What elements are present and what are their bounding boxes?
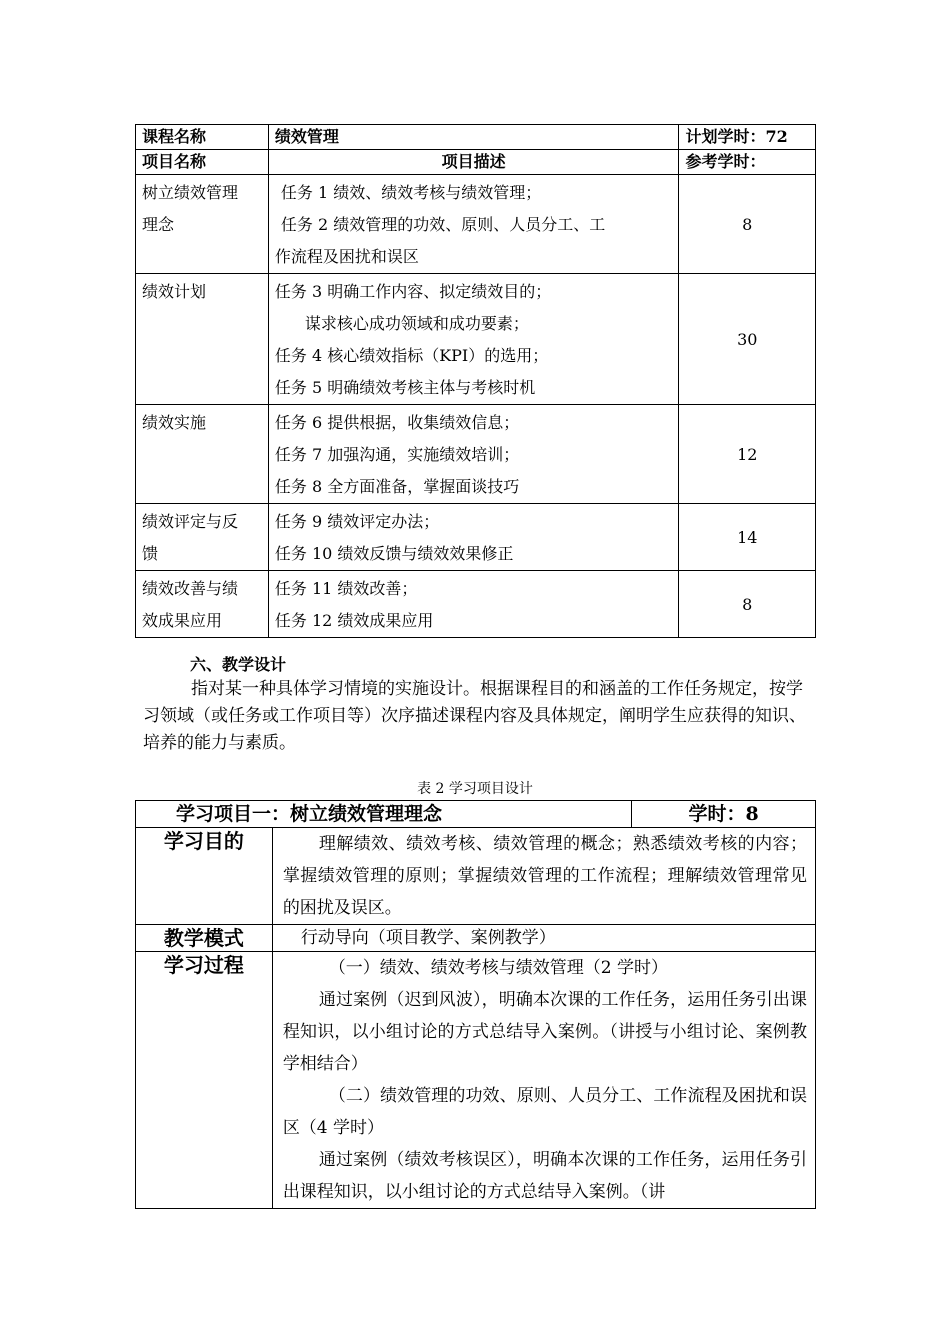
project-desc-cell bbox=[268, 571, 679, 638]
learning-project-table bbox=[135, 800, 816, 1209]
ref-hours-cell: 12 bbox=[679, 405, 816, 504]
goal-row bbox=[136, 828, 816, 925]
project-name-line: 绩效改善与绩 bbox=[142, 579, 239, 598]
project-desc-cell bbox=[268, 274, 679, 405]
table-row bbox=[136, 571, 816, 638]
table-row bbox=[136, 175, 816, 274]
project-desc-cell bbox=[268, 504, 679, 571]
project-name-cell bbox=[136, 274, 269, 405]
process-step-text: 通过案例（迟到风波），明确本次课的工作任务，运用任务引出课程知识，以小组讨论的方式总结导入案例。（讲授与小组讨论、案例教学相结合） bbox=[282, 990, 807, 1074]
task-line: 任务 7 加强沟通，实施绩效培训； bbox=[274, 445, 520, 464]
ref-hours-cell: 14 bbox=[679, 504, 816, 571]
project-name-cell bbox=[136, 504, 269, 571]
mode-row bbox=[136, 925, 816, 952]
course-name-value: 绩效管理 bbox=[268, 125, 679, 150]
project-desc-label: 项目描述 bbox=[268, 150, 679, 175]
task-line: 谋求核心成功领域和成功要素； bbox=[304, 314, 529, 333]
project-name-line: 效成果应用 bbox=[142, 611, 223, 630]
task-line: 任务 9 绩效评定办法； bbox=[274, 512, 440, 531]
task-line: 任务 12 绩效成果应用 bbox=[274, 611, 434, 630]
process-row bbox=[136, 952, 816, 1209]
task-line: 任务 6 提供根据，收集绩效信息； bbox=[274, 413, 520, 432]
course-plan-table bbox=[135, 124, 816, 638]
task-line: 作流程及困扰和误区 bbox=[274, 247, 419, 266]
project-name-cell bbox=[136, 405, 269, 504]
project-name-line: 理念 bbox=[142, 215, 175, 234]
goal-label: 学习目的 bbox=[136, 828, 273, 925]
ref-hours-label: 参考学时： bbox=[679, 150, 816, 175]
task-line: 任务 1 绩效、绩效考核与绩效管理； bbox=[280, 183, 542, 202]
planned-hours: 计划学时：72 bbox=[679, 125, 816, 150]
project-name-line: 馈 bbox=[142, 544, 159, 563]
process-step-heading: （一）绩效、绩效考核与绩效管理（2 学时） bbox=[328, 958, 669, 978]
table-row bbox=[136, 405, 816, 504]
task-line: 任务 5 明确绩效考核主体与考核时机 bbox=[274, 378, 536, 397]
mode-text: 行动导向（项目教学、案例教学） bbox=[272, 925, 815, 952]
process-step-heading: （二）绩效管理的功效、原则、人员分工、工作流程及困扰和误区（4 学时） bbox=[282, 1086, 807, 1138]
section-paragraph: 指对某一种具体学习情境的实施设计。根据课程目的和涵盖的工作任务规定，按学习领域（或任务或工作项目等）次序描述课程内容及具体规定，阐明学生应获得的知识、培养的能力与素质。 bbox=[143, 679, 806, 753]
goal-text: 理解绩效、绩效考核、绩效管理的概念；熟悉绩效考核的内容；掌握绩效管理的原则；掌握绩效管理的工作流程；理解绩效管理常见的困扰及误区。 bbox=[272, 828, 815, 925]
project-name-line: 绩效评定与反 bbox=[142, 512, 239, 531]
task-line: 任务 4 核心绩效指标（KPI）的选用； bbox=[274, 346, 549, 365]
ref-hours-cell: 8 bbox=[679, 175, 816, 274]
task-line: 任务 10 绩效反馈与绩效效果修正 bbox=[274, 544, 514, 563]
project-name-line: 绩效实施 bbox=[142, 413, 207, 432]
ref-hours-cell: 8 bbox=[679, 571, 816, 638]
task-line: 任务 3 明确工作内容、拟定绩效目的； bbox=[274, 282, 552, 301]
table-caption: 表 2 学习项目设计 bbox=[417, 781, 533, 797]
task-line: 任务 11 绩效改善； bbox=[274, 579, 418, 598]
project-name-cell bbox=[136, 175, 269, 274]
section-heading: 六、教学设计 bbox=[190, 655, 287, 674]
process-label: 学习过程 bbox=[136, 952, 273, 1209]
project-title-row bbox=[136, 801, 816, 828]
project-name-line: 树立绩效管理 bbox=[142, 183, 239, 202]
project-name-label: 项目名称 bbox=[136, 150, 269, 175]
project-desc-cell bbox=[268, 405, 679, 504]
task-line: 任务 2 绩效管理的功效、原则、人员分工、工 bbox=[280, 215, 606, 234]
mode-label: 教学模式 bbox=[136, 925, 273, 952]
table-subheader-row bbox=[136, 150, 816, 175]
table-row bbox=[136, 504, 816, 571]
project-title: 学习项目一：树立绩效管理理念 bbox=[136, 801, 632, 828]
project-name-cell bbox=[136, 571, 269, 638]
project-hours: 学时：8 bbox=[632, 801, 816, 828]
ref-hours-cell: 30 bbox=[679, 274, 816, 405]
task-line: 任务 8 全方面准备，掌握面谈技巧 bbox=[274, 477, 520, 496]
table-header-row bbox=[136, 125, 816, 150]
table-row bbox=[136, 274, 816, 405]
project-desc-cell bbox=[268, 175, 679, 274]
process-content bbox=[272, 952, 815, 1209]
course-name-label: 课程名称 bbox=[136, 125, 269, 150]
project-name-line: 绩效计划 bbox=[142, 282, 207, 301]
process-step-text: 通过案例（绩效考核误区），明确本次课的工作任务，运用任务引出课程知识，以小组讨论的方式总结导入案例。（讲 bbox=[282, 1150, 807, 1202]
